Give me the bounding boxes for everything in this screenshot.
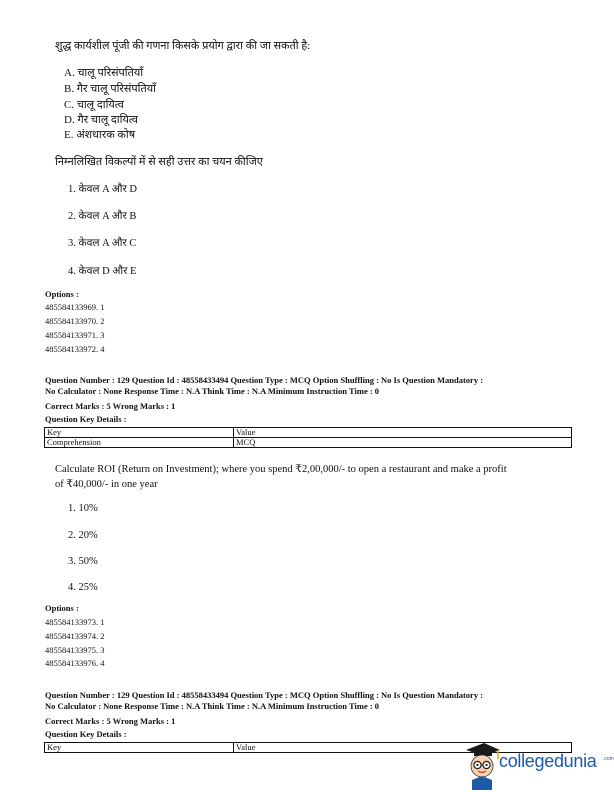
answer-choice: 3. 50% xyxy=(68,556,98,567)
option-id: 485584133976. 4 xyxy=(45,658,105,668)
option-id: 485584133969. 1 xyxy=(45,302,105,312)
question-meta: No Calculator : None Response Time : N.A Think Time : N.A Minimum Instruction Time : 0 xyxy=(45,386,380,396)
option-id: 485584133973. 1 xyxy=(45,617,105,627)
question-text: Calculate ROI (Return on Investment); where you spend ₹2,00,000/- to open a restaurant and make a profit xyxy=(55,464,507,475)
option-id: 485584133970. 2 xyxy=(45,316,105,326)
options-label: Options : xyxy=(45,289,79,299)
option-id: 485584133974. 2 xyxy=(45,631,105,641)
table-cell: Comprehension xyxy=(45,438,234,448)
table-header-cell: Key xyxy=(45,743,234,753)
list-item: C. चालू दायित्व xyxy=(64,99,124,111)
table-header-cell: Value xyxy=(234,428,572,438)
collegedunia-logo xyxy=(460,740,614,790)
answer-choice: 3. केवल A और C xyxy=(68,238,137,249)
answer-choice: 2. 20% xyxy=(68,530,98,541)
list-item: B. गैर चालू परिसंपतियाँ xyxy=(64,83,156,95)
table-row xyxy=(45,438,572,448)
table-row xyxy=(45,428,572,438)
question-meta: Question Number : 129 Question Id : 48558433494 Question Type : MCQ Option Shuffling : No Is Question Mandatory : xyxy=(45,375,484,385)
answer-choice: 1. 10% xyxy=(68,503,98,514)
question-meta: No Calculator : None Response Time : N.A Think Time : N.A Minimum Instruction Time : 0 xyxy=(45,701,380,711)
question-meta: Question Number : 129 Question Id : 48558433494 Question Type : MCQ Option Shuffling : No Is Question Mandatory : xyxy=(45,690,484,700)
instruction-text: निम्नलिखित विकल्पों में से सही उत्तर का चयन कीजिए xyxy=(55,156,263,168)
list-item: D. गैर चालू दायित्व xyxy=(64,114,138,126)
table-cell: MCQ xyxy=(234,438,572,448)
key-details-label: Question Key Details : xyxy=(45,414,127,424)
key-details-label: Question Key Details : xyxy=(45,729,127,739)
options-label: Options : xyxy=(45,603,79,613)
answer-choice: 4. 25% xyxy=(68,582,98,593)
answer-choice: 1. केवल A और D xyxy=(68,184,138,195)
marks-line: Correct Marks : 5 Wrong Marks : 1 xyxy=(45,401,176,411)
mascot-icon xyxy=(460,740,500,790)
question-text: शुद्ध कार्यशील पूंजी की गणना किसके प्रयोग द्वारा की जा सकती है: xyxy=(55,40,311,52)
brand-wordmark: collegedunia xyxy=(499,751,597,771)
table-header-cell: Key xyxy=(45,428,234,438)
marks-line: Correct Marks : 5 Wrong Marks : 1 xyxy=(45,716,176,726)
answer-choice: 4. केवल D और E xyxy=(68,266,137,277)
table-header-cell: Value xyxy=(234,743,572,753)
list-item: E. अंशधारक कोष xyxy=(64,129,136,141)
key-table xyxy=(44,427,572,448)
option-id: 485584133975. 3 xyxy=(45,645,105,655)
brand-domain: .com xyxy=(603,756,614,762)
option-id: 485584133971. 3 xyxy=(45,330,105,340)
question-text: of ₹40,000/- in one year xyxy=(55,479,158,490)
list-item: A. चालू परिसंपतियाँ xyxy=(64,67,144,79)
option-id: 485584133972. 4 xyxy=(45,344,105,354)
answer-choice: 2. केवल A और B xyxy=(68,211,137,222)
